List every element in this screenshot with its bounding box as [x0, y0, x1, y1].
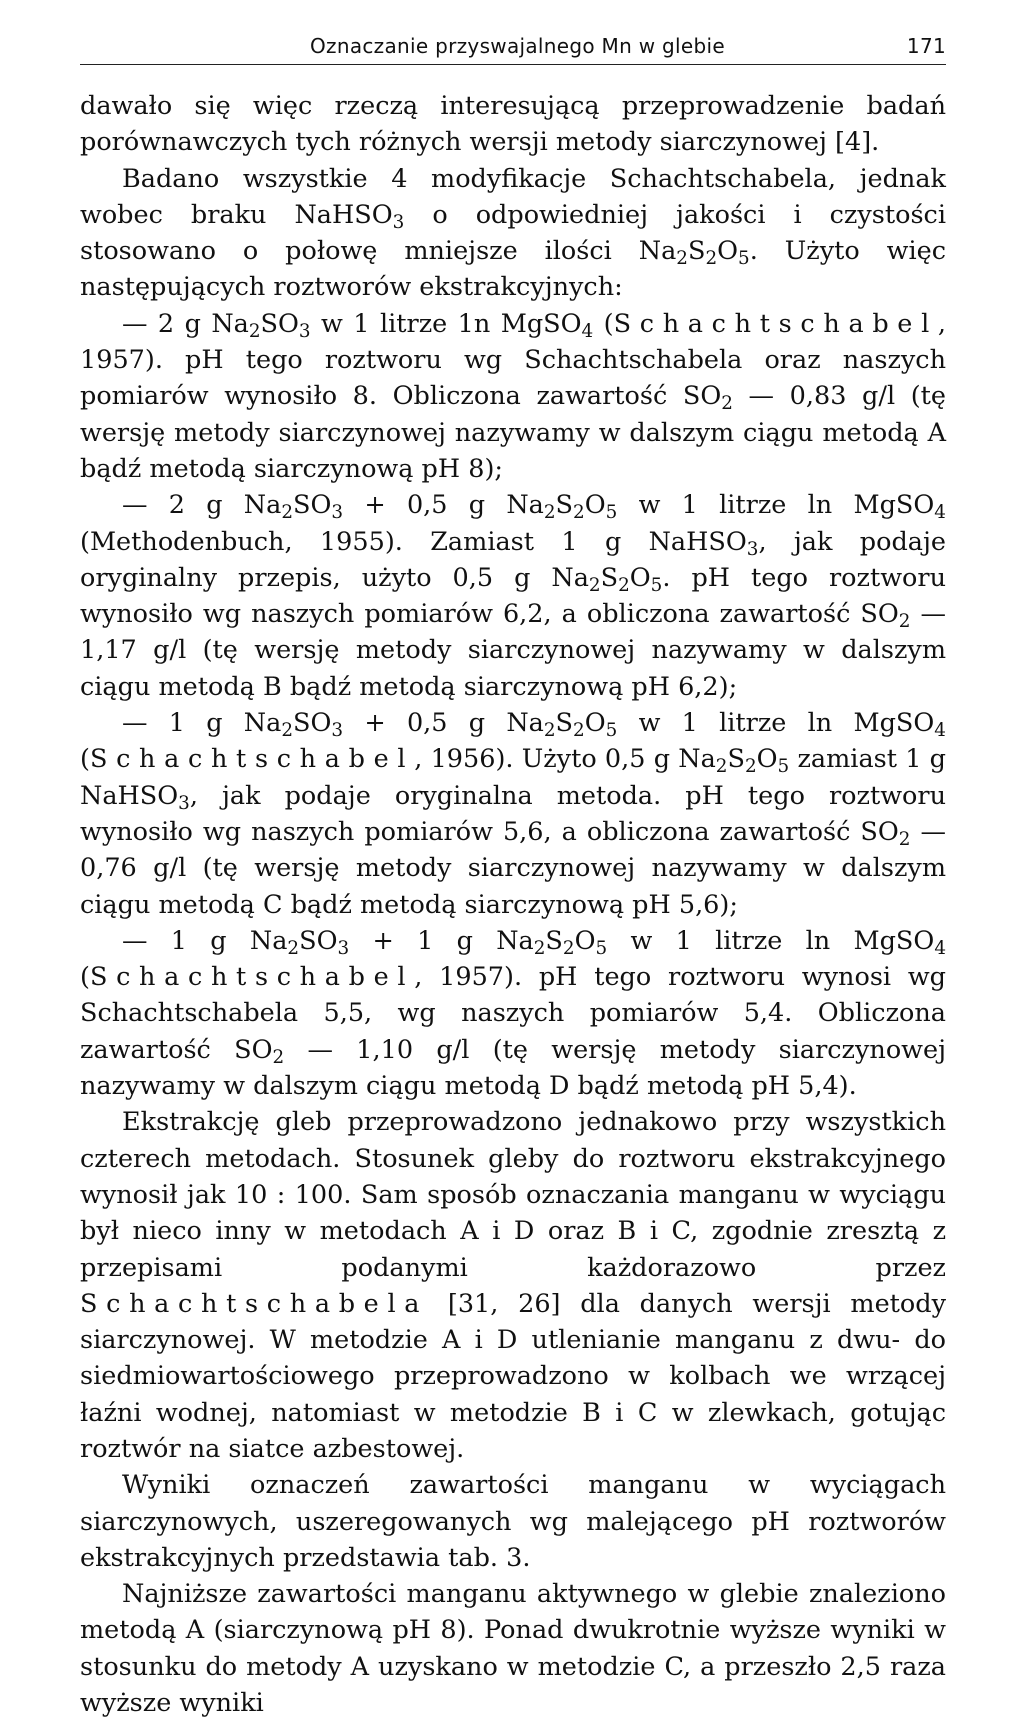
- running-header: [80, 30, 946, 65]
- body-text: [80, 88, 946, 1721]
- paragraph-extraction: Ekstrakcję gleb przeprowadzono jednakowo przy wszystkich czterech metodach. Stosunek gleby do roztworu ekstrakcyjnego wynosił jak 10 : 100. Sam sposób oznaczania manganu w wyciągu był nieco inny w metodach A i D oraz B i C, zgodnie zresztą z przepisami podanymi każdorazowo przez Schachtschabela [31, 26] dla danych wersji metody siarczynowej. W metodzie A i D utlenianie manganu z dwu- do siedmiowartościowego przeprowadzono w kolbach we wrzącej łaźni wodnej, natomiast w metodzie B i C w zlewkach, gotując roztwór na siatce azbestowej.: [80, 1107, 946, 1464]
- paragraph-2: Badano wszystkie 4 modyfikacje Schachtschabela, jednak wobec braku NaHSO$_3$ o odpowiedniej jakości i czystości stosowano o połowę mniejsze ilości $Na_2S_2O_5$. Użyto więc następujących roztworów ekstrakcyjnych:: [80, 163, 947, 303]
- paragraph-lowest: Najniższe zawartości manganu aktywnego w glebie znaleziono metodą A (siarczynową pH 8). Ponad dwukrotnie wyższe wyniki w stosunku do metody A uzyskano w metodzie C, a przeszło 2,5 raza wyższe wyniki: [80, 1579, 946, 1719]
- method-c-item: — 1 g $Na_2SO_3 + 0,5$ g $Na_2S_2O_5$ w 1 litrze ln MgSO$_4$ (Schachtschabel, 1956). Użyto 0,5 g $Na_2S_2O_5$ zamiast 1 g NaHSO$_3$, jak podaje oryginalna metoda. pH tego roztworu wynosiło wg naszych pomiarów 5,6, a obliczona zawartość $SO_2$ — 0,76 g/l (tę wersję metody siarczynowej nazywamy w dalszym ciągu metodą C bądź metodą siarczynową pH 5,6);: [80, 708, 947, 920]
- paragraph-results: Wyniki oznaczeń zawartości manganu w wyciągach siarczynowych, uszeregowanych wg malejącego pH roztworów ekstrakcyjnych przedstawia tab. 3.: [80, 1470, 946, 1573]
- paragraph-1: dawało się więc rzeczą interesującą przeprowadzenie badań porównawczych tych różnych wersji metody siarczynowej [4].: [80, 91, 946, 158]
- method-a-item: — 2 g $Na_2SO_3$ w 1 litrze 1n MgSO$_4$ (Schachtschabel, 1957). pH tego roztworu wg Schachtschabela oraz naszych pomiarów wynosiło 8. Obliczona zawartość $SO_2$ — 0,83 g/l (tę wersję metody siarczynowej nazywamy w dalszym ciągu metodą A bądź metodą siarczynową pH 8);: [80, 308, 947, 484]
- running-title: Oznaczanie przyswajalnego Mn w glebie: [310, 34, 725, 58]
- method-b-item: — 2 g $Na_2SO_3 + 0,5$ g $Na_2S_2O_5$ w 1 litrze ln MgSO$_4$ (Methodenbuch, 1955). Zamiast 1 g NaHSO$_3$, jak podaje oryginalny przepis, użyto 0,5 g $Na_2S_2O_5$. pH tego roztworu wynosiło wg naszych pomiarów 6,2, a obliczona zawartość $SO_2$ — 1,17 g/l (tę wersję metody siarczynowej nazywamy w dalszym ciągu metodą B bądź metodą siarczynową pH 6,2);: [80, 490, 947, 702]
- method-d-item: — 1 g $Na_2SO_3 + 1$ g $Na_2S_2O_5$ w 1 litrze ln MgSO$_4$ (Schachtschabel, 1957). pH tego roztworu wynosi wg Schachtschabela 5,5, wg naszych pomiarów 5,4. Obliczona zawartość $SO_2$ — 1,10 g/l (tę wersję metody siarczynowej nazywamy w dalszym ciągu metodą D bądź metodą pH 5,4).: [80, 925, 946, 1102]
- page-number: 171: [906, 34, 946, 58]
